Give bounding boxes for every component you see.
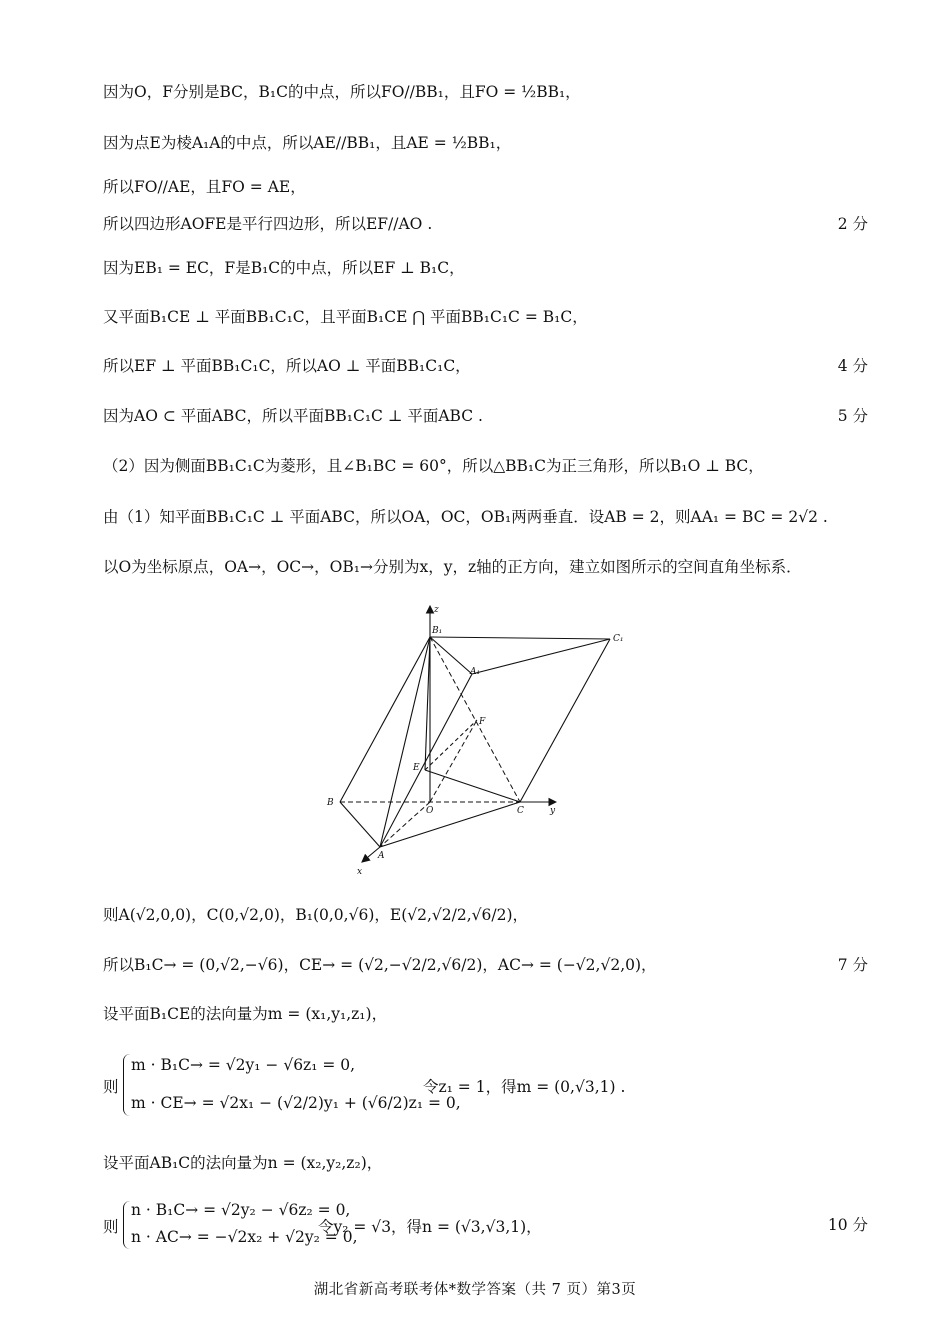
score-mark: 5 分: [837, 407, 868, 425]
edge-O-F: [430, 720, 477, 802]
label-x: x: [357, 867, 363, 877]
edge-B1-C1: [430, 637, 610, 639]
label-A: A: [378, 851, 385, 861]
label-E: E: [413, 763, 420, 773]
edge-A1-A: [380, 674, 472, 847]
brace: [123, 1054, 130, 1116]
equation: n · AC→ = −√2x₂ + √2y₂ = 0,: [131, 1228, 358, 1246]
edge-B1-A: [380, 637, 430, 847]
label-y: y: [550, 806, 556, 816]
score-mark: 10 分: [827, 1216, 868, 1234]
text-line: 所以FO//AE，且FO = AE，: [103, 178, 306, 196]
label-C: C: [517, 806, 524, 816]
page-footer: 湖北省新高考联考体*数学答案（共 7 页）第3页: [313, 1282, 637, 1298]
edge-A-C: [380, 802, 520, 847]
edge-B1-C: [430, 637, 520, 802]
text-line: 则A(√2,0,0)，C(0,√2,0)，B₁(0,0,√6)，E(√2,√2/2,√6/2)，: [103, 906, 529, 924]
text-line: 因为AO ⊂ 平面ABC，所以平面BB₁C₁C ⊥ 平面ABC .: [103, 407, 483, 425]
edge-E-F: [425, 720, 477, 770]
label-z: z: [434, 605, 439, 615]
label-F: F: [479, 717, 486, 727]
text-line: 以O为坐标原点，OA→，OC→，OB₁→分别为x，y，z轴的正方向，建立如图所示的空间直角坐标系．: [103, 558, 802, 576]
label-C1: C₁: [613, 634, 624, 644]
brace: [123, 1201, 130, 1249]
system-result: 令y₂ = √3，得n = (√3,√3,1)，: [318, 1218, 542, 1236]
text-line: 因为EB₁ = EC，F是B₁C的中点，所以EF ⊥ B₁C，: [103, 259, 465, 277]
coordinate-figure: [322, 602, 642, 877]
score-mark: 2 分: [837, 215, 868, 233]
system-prefix: 则: [103, 1078, 119, 1096]
score-mark: 4 分: [837, 357, 868, 375]
equation: m · CE→ = √2x₁ − (√2/2)y₁ + (√6/2)z₁ = 0,: [131, 1094, 461, 1112]
text-line: 因为O，F分别是BC，B₁C的中点，所以FO//BB₁，且FO = ½BB₁，: [103, 83, 581, 101]
label-A1: A₁: [470, 667, 481, 677]
equation: n · B₁C→ = √2y₂ − √6z₂ = 0,: [131, 1201, 351, 1219]
edge-B1-A1: [430, 637, 472, 674]
label-B: B: [327, 798, 334, 808]
label-O: O: [426, 806, 434, 816]
text-line: 所以四边形AOFE是平行四边形，所以EF//AO .: [103, 215, 433, 233]
label-B1: B₁: [432, 626, 443, 636]
score-mark: 7 分: [837, 956, 868, 974]
edge-B-A: [340, 802, 380, 847]
equation: m · B₁C→ = √2y₁ − √6z₁ = 0,: [131, 1056, 356, 1074]
text-line: 又平面B₁CE ⊥ 平面BB₁C₁C，且平面B₁CE ⋂ 平面BB₁C₁C = B₁C，: [103, 308, 588, 326]
text-line: （2）因为侧面BB₁C₁C为菱形，且∠B₁BC = 60°，所以△BB₁C为正三角形，所以B₁O ⊥ BC，: [103, 457, 764, 475]
text-line: 由（1）知平面BB₁C₁C ⊥ 平面ABC，所以OA，OC，OB₁两两垂直．设AB = 2，则AA₁ = BC = 2√2 .: [103, 508, 828, 526]
system-result: 令z₁ = 1，得m = (0,√3,1) .: [423, 1078, 626, 1096]
text-line: 所以B₁C→ = (0,√2,−√6)，CE→ = (√2,−√2/2,√6/2)，AC→ = (−√2,√2,0)，: [103, 956, 657, 974]
text-line: 因为点E为棱A₁A的中点，所以AE//BB₁，且AE = ½BB₁，: [103, 134, 512, 152]
text-line: 设平面AB₁C的法向量为n = (x₂,y₂,z₂)，: [103, 1154, 383, 1172]
system-prefix: 则: [103, 1218, 119, 1236]
text-line: 所以EF ⊥ 平面BB₁C₁C，所以AO ⊥ 平面BB₁C₁C，: [103, 357, 471, 375]
text-line: 设平面B₁CE的法向量为m = (x₁,y₁,z₁)，: [103, 1005, 388, 1023]
edge-A1-C1: [472, 639, 610, 674]
edge-C1-C: [520, 639, 610, 802]
edge-O-A: [380, 802, 430, 847]
